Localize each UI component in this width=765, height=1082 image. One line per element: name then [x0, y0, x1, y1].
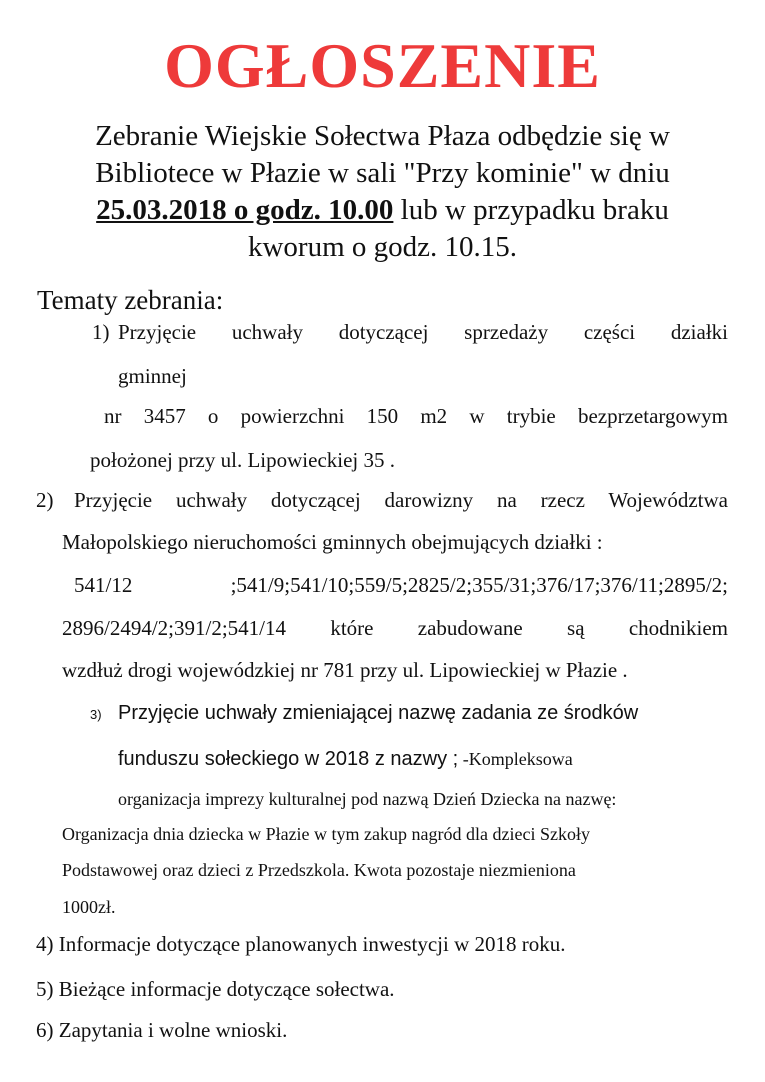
- intro-line-3: [40, 192, 725, 229]
- topics-heading: Tematy zebrania:: [37, 285, 224, 315]
- item-2-number: 2): [36, 488, 54, 512]
- intro-line-2: Bibliotece w Płazie w sali "Przy kominie" w dniu: [95, 157, 670, 189]
- item-2-line-2: Małopolskiego nieruchomości gminnych obejmujących działki :: [62, 530, 603, 554]
- item-5: 5) Bieżące informacje dotyczące sołectwa.: [36, 977, 395, 1001]
- item-3-line-6: 1000zł.: [62, 897, 116, 917]
- announcement-title: OGŁOSZENIE: [164, 30, 601, 101]
- item-3-line-2-serif: -Kompleksowa: [458, 749, 573, 769]
- item-3-number: 3): [90, 707, 102, 722]
- item-1-line-2: gminnej: [118, 364, 187, 388]
- item-3-line-3: organizacja imprezy kulturalnej pod nazwą Dzień Dziecka na nazwę:: [118, 789, 617, 809]
- item-3-line-4: Organizacja dnia dziecka w Płazie w tym zakup nagród dla dzieci Szkoły: [62, 824, 590, 844]
- item-3-line-2-sans: funduszu sołeckiego w 2018 z nazwy ;: [118, 748, 459, 770]
- intro-line-3-rest: lub w przypadku braku: [393, 194, 669, 226]
- item-2-line-4: 2896/2494/2;391/2;541/14 które zabudowane są chodnikiem: [62, 616, 728, 640]
- item-1-line-4: położonej przy ul. Lipowieckiej 35 .: [90, 448, 396, 472]
- item-2-parcel-list: 541/12 ;541/9;541/10;559/5;2825/2;355/31;376/17;376/11;2895/2;: [74, 573, 728, 597]
- intro-line-1: Zebranie Wiejskie Sołectwa Płaza odbędzie się w: [95, 120, 670, 152]
- item-1-number: 1): [92, 320, 110, 344]
- item-1-line-1: Przyjęcie uchwały dotyczącej sprzedaży części działki: [118, 320, 728, 344]
- item-2-line-5: wzdłuż drogi wojewódzkiej nr 781 przy ul. Lipowieckiej w Płazie .: [62, 658, 628, 682]
- item-2-line-1: Przyjęcie uchwały dotyczącej darowizny na rzecz Województwa: [74, 488, 728, 512]
- meeting-date-time: 25.03.2018 o godz. 10.00: [96, 194, 394, 226]
- item-6: 6) Zapytania i wolne wnioski.: [36, 1018, 288, 1042]
- item-1-line-3: nr 3457 o powierzchni 150 m2 w trybie bezprzetargowym: [104, 404, 728, 428]
- item-3-line-1: Przyjęcie uchwały zmieniającej nazwę zadania ze środków: [118, 702, 639, 724]
- item-3-line-2: [118, 744, 573, 773]
- item-3-line-5: Podstawowej oraz dzieci z Przedszkola. Kwota pozostaje niezmieniona: [62, 860, 576, 880]
- meeting-intro: [40, 118, 725, 266]
- item-4: 4) Informacje dotyczące planowanych inwestycji w 2018 roku.: [36, 932, 566, 956]
- intro-line-4: kworum o godz. 10.15.: [247, 231, 518, 263]
